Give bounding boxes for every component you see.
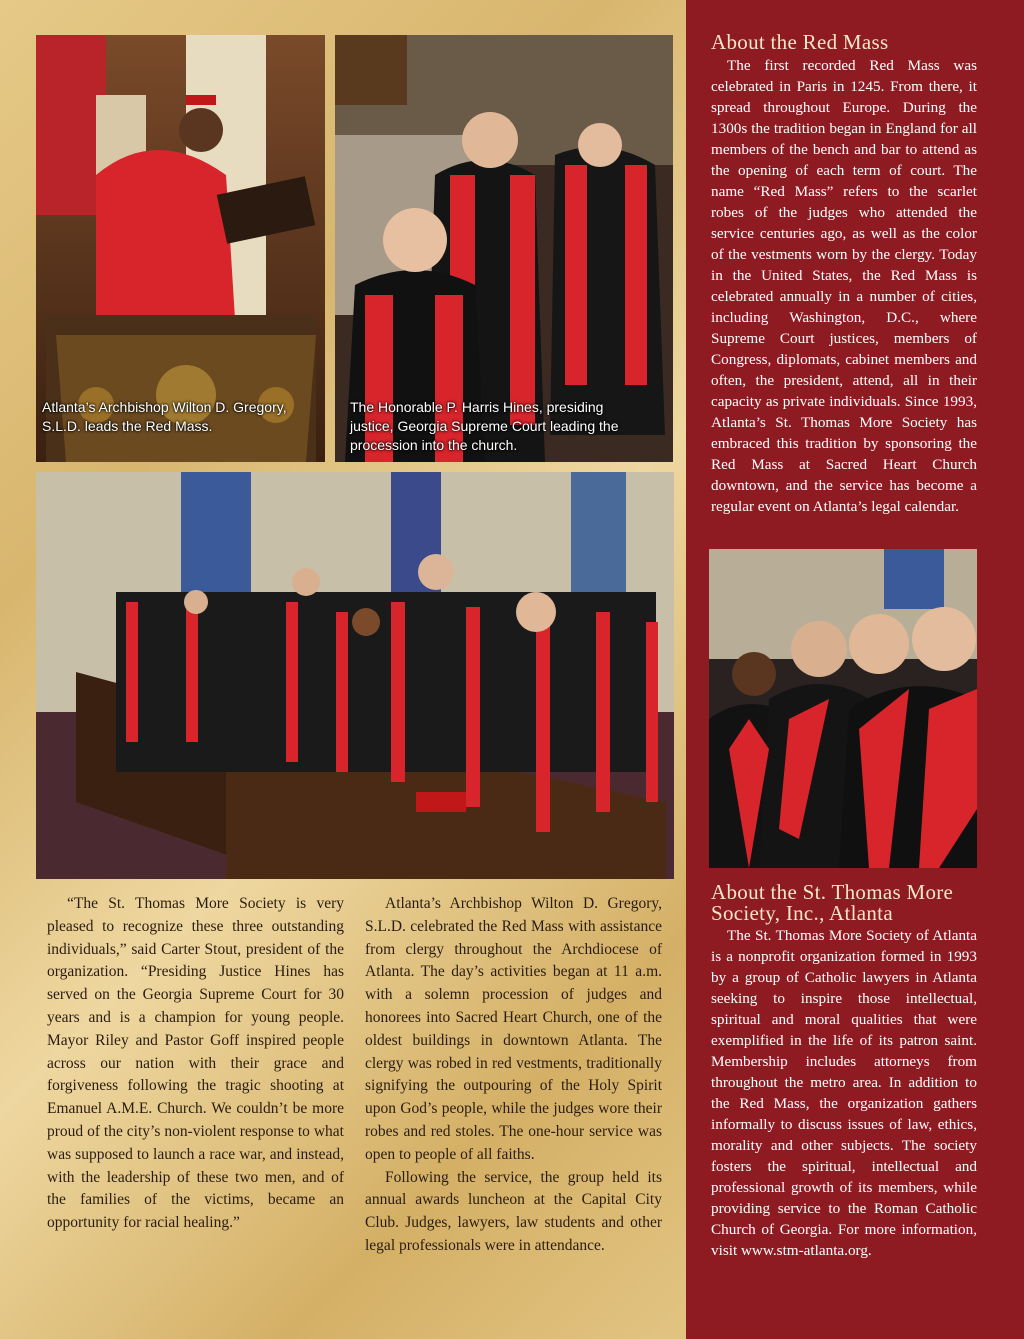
left-column-text: “The St. Thomas More Society is very pleased to recognize these three outstanding individuals,” said Carter Stout, president of the organization. “Presiding Justice Hines has served on the Georgia Supreme Court for 30 years and is a champion for young people. Mayor Riley and Pastor Goff inspired people across our nation with their grace and forgiveness following the tragic shooting at Emanuel A.M.E. Church. We couldn’t be more proud of the city’s non-violent response to what was supposed to launch a race war, and instead, with the leadership of these two men, and of the families of the victims, became an opportunity for racial healing.” [47, 895, 344, 1232]
middle-column-paragraph-2: Following the service, the group held its annual awards luncheon at the Capital City Club. Judges, lawyers, law students and other legal professionals were in attendance. [365, 1168, 662, 1254]
archbishop-caption: Atlanta’s Archbishop Wilton D. Gregory, S.L.D. leads the Red Mass. [42, 399, 287, 434]
red-mass-text: The first recorded Red Mass was celebrated in Paris in 1245. From there, it spread throughout Europe. During the 1300s the tradition began in England for all members of the bench and bar to attend as the opening of each term of court. The name “Red Mass” refers to the scarlet robes of the judges who attended the service centuries ago, as well as the color of the vestments worn by the clergy. Today in the United States, the Red Mass is celebrated annually in a number of cities, including Washington, D.C., where Supreme Court justices, members of Congress, diplomats, cabinet members and often, the president, attend, all in their capacity as private individuals. Since 1993, Atlanta’s St. Thomas More Society has embraced this tradition by sponsoring the Red Mass at Sacred Heart Church downtown, and the service has become a regular event on Atlanta’s legal calendar. [711, 57, 977, 515]
society-text-block [711, 925, 977, 1261]
society-text: The St. Thomas More Society of Atlanta is a nonprofit organization formed in 1993 by a group of Catholic lawyers in Atlanta seeking to inspire those intellectual, spiritual and moral qualities that were exemplified in the life of its patron saint. Membership includes attorneys from throughout the metro area. In addition to the Red Mass, the organization gathers informally to discuss issues of law, ethics, morality and other subjects. The society fosters the spiritual, intellectual and professional growth of its members, while providing service to the Roman Catholic Church of Georgia. For more information, visit www.stm-atlanta.org. [711, 927, 977, 1259]
judges-photo [709, 549, 977, 868]
hines-caption: The Honorable P. Harris Hines, presiding justice, Georgia Supreme Court leading the procession into the church. [350, 399, 619, 453]
middle-column-paragraph-1: Atlanta’s Archbishop Wilton D. Gregory, S.L.D. celebrated the Red Mass with assistance from clergy throughout the Archdiocese of Atlanta. The day’s activities began at 11 a.m. with a solemn procession of judges and honorees into Sacred Heart Church, one of the oldest buildings in downtown Atlanta. The clergy was robed in red vestments, traditionally signifying the outpouring of the Holy Spirit upon God’s people, while the judges wore their robes and red stoles. The one-hour service was open to people of all faiths. [365, 895, 662, 1163]
society-heading: About the St. Thomas More Society, Inc., Atlanta [711, 880, 954, 925]
middle-column [365, 893, 662, 1258]
red-mass-text-block [711, 55, 977, 517]
congregation-photo [36, 472, 674, 879]
red-mass-heading: About the Red Mass [711, 30, 889, 54]
left-column [47, 893, 344, 1235]
